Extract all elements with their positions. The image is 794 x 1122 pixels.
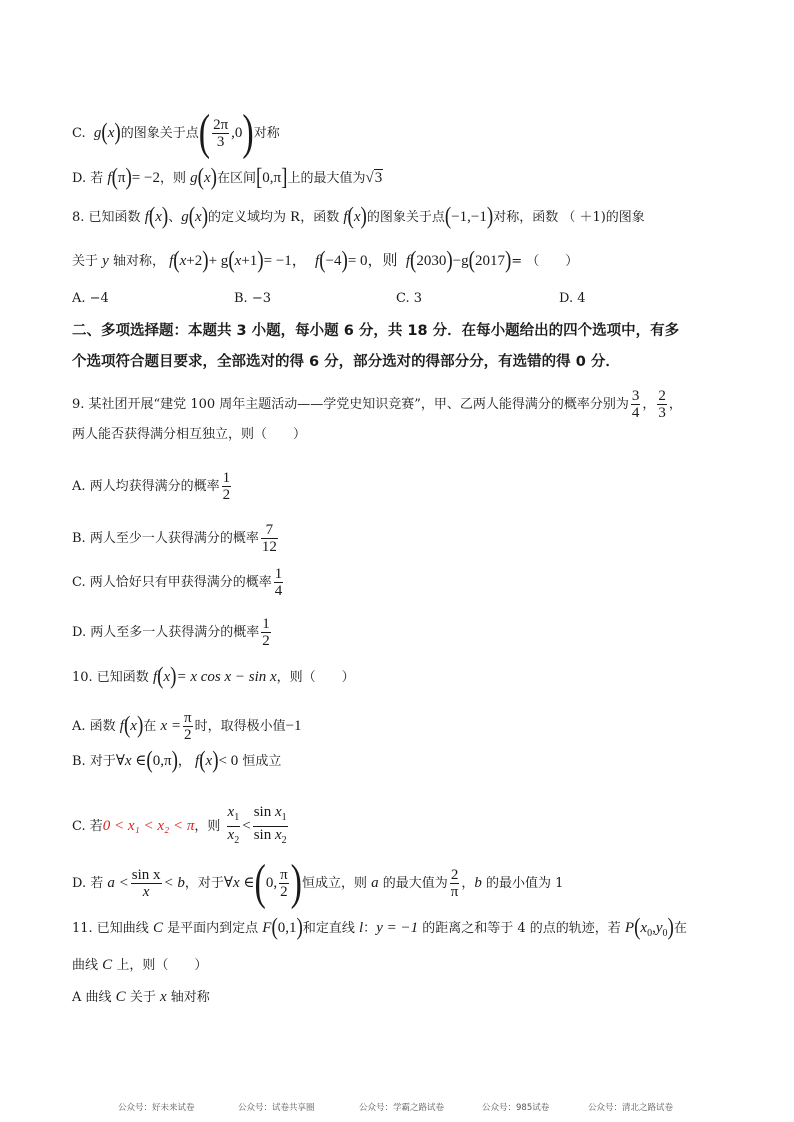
question-11-stem: 11. 已知曲线 C 是平面内到定点 F(0,1)和定直线 l：y = −1 的距离之和等于 4 的点的轨迹，若 $P(x_0,y_0)$在 — [72, 914, 687, 941]
question-10-option-b: B. 对于∀x ∈(0,π)， f(x)< 0 恒成立 — [72, 747, 282, 774]
question-11-option-a: A 曲线 C 关于 x 轴对称 — [72, 989, 210, 1005]
question-9-stem: 9. 某社团开展“建党 100 周年主题活动——学党史知识竞赛”，甲、乙两人能得满分的概率分别为 $\frac{3}{4}$ ， $\frac{2}{3}$ ， — [72, 388, 682, 421]
q8-option-b: B. −3 — [234, 291, 271, 306]
question-7-option-c: C. g(x)的图象关于点( $\frac{2\pi}{3}$ ,0)对称 — [72, 105, 280, 160]
section-2-heading-line-1: 二、多项选择题：本题共 3 小题，每小题 6 分，共 18 分．在每小题给出的四个选项中，有多 — [72, 323, 680, 339]
question-9-option-b: B. 两人至少一人获得满分的概率 $\frac{7}{12}$ — [72, 522, 277, 555]
question-11-stem-line-2: 曲线 C 上，则（ ） — [72, 957, 208, 973]
question-9-option-d: D. 两人至多一人获得满分的概率 $\frac{1}{2}$ — [72, 616, 270, 649]
footer-item-3: 公众号：学霸之路试卷 — [359, 1103, 445, 1113]
footer-item-4: 公众号：985试卷 — [482, 1103, 550, 1113]
q8-option-d: D. 4 — [559, 291, 586, 306]
question-9-stem-line-2: 两人能否获得满分相互独立，则（ ） — [72, 427, 307, 442]
question-8-stem-line-1: 8. 已知函数 f(x)、g(x)的定义域均为 R，函数 f(x)的图象关于点(−1,−1)对称，函数 （ ＋1)的图象 — [72, 203, 645, 230]
footer-item-2: 公众号：试卷共享圈 — [238, 1103, 315, 1113]
footer-item-5: 公众号：清北之路试卷 — [588, 1103, 674, 1113]
question-9-option-c: C. 两人恰好只有甲获得满分的概率 $\frac{1}{4}$ — [72, 566, 283, 599]
question-10-option-d: D. 若 a < $\frac{\text{sin x}}{x}$ < b，对于∀x ∈(0, $\frac{\pi}{2}$ )恒成立，则 a 的最大值为 $\frac{2}{\pi}$ ，b 的最小值为 1 — [72, 855, 564, 910]
question-10-option-c: C. 若0 < x₁ < x₂ < π，则 $\frac{x_1}{x_2}$ < $\frac{\sin x_1}{\sin x_2}$ — [72, 804, 287, 846]
q8-option-a: A. −4 — [72, 291, 109, 306]
question-10-option-a: A. 函数 f(x)在 x = $\frac{\pi}{2}$ 时，取得极小值−1 — [72, 710, 302, 743]
question-8-stem-line-2: 关于 y 轴对称， f(x+2)+ g(x+1)= −1， f(−4)= 0，则 f(2030)−g(2017)= （ ） — [72, 247, 579, 274]
footer-item-1: 公众号：好未来试卷 — [118, 1103, 195, 1113]
question-7-option-d: D. 若 f(π)= −2，则 g(x)在区间[0,π]上的最大值为√3 — [72, 164, 383, 191]
section-2-heading-line-2: 个选项符合题目要求，全部选对的得 6 分，部分选对的得部分分，有选错的得 0 分． — [72, 354, 620, 370]
question-9-option-a: A. 两人均获得满分的概率 $\frac{1}{2}$ — [72, 470, 231, 503]
question-10-stem: 10. 已知函数 f(x)= x cos x − sin x，则（ ） — [72, 663, 355, 690]
q8-option-c: C. 3 — [396, 291, 423, 306]
